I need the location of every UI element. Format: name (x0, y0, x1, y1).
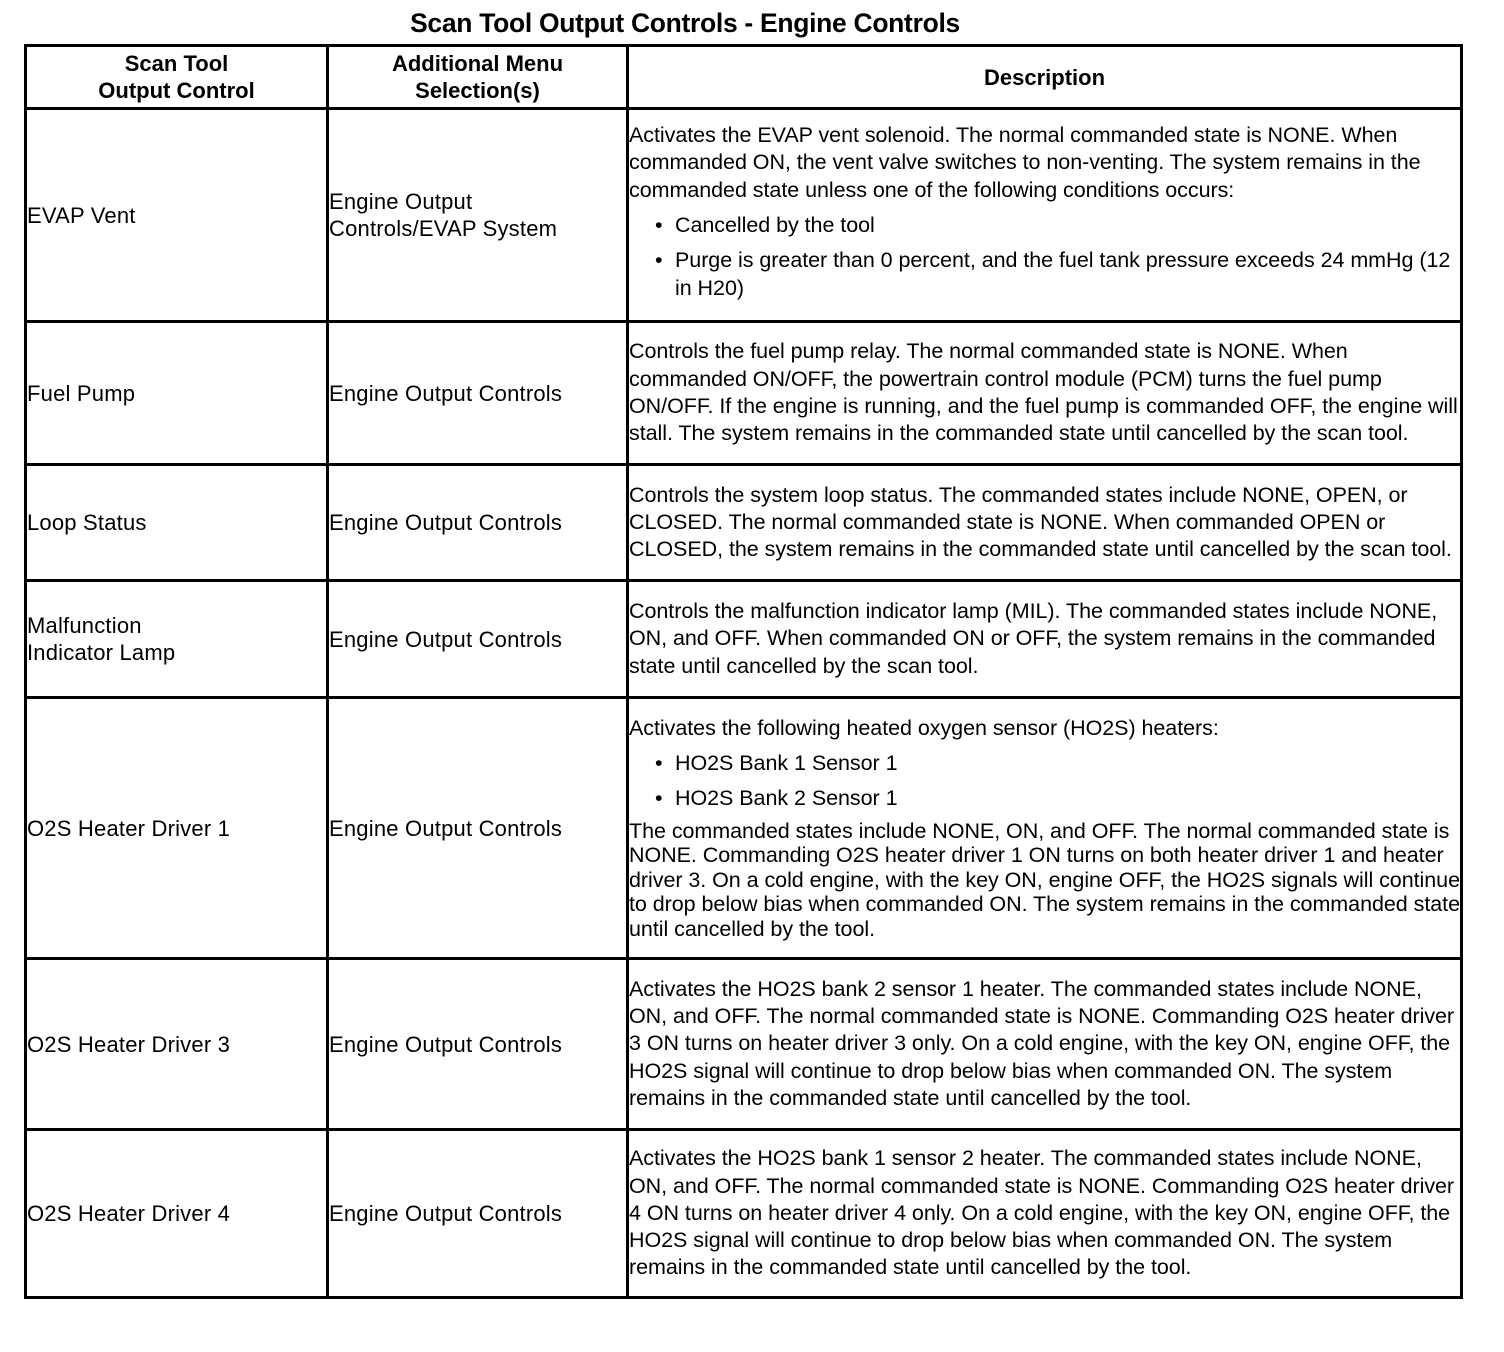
heater-list (629, 750, 1460, 813)
bullet-icon: • (655, 213, 663, 237)
menu-selection: Engine Output Controls (328, 465, 628, 581)
control-name: Fuel Pump (26, 322, 328, 465)
bullet-icon: • (655, 248, 663, 273)
control-name: Malfunction Indicator Lamp (26, 581, 328, 698)
menu-selection: Engine Output Controls/EVAP System (328, 109, 628, 322)
header-additional-menu-selections: Additional Menu Selection(s) (328, 46, 628, 109)
bullet-icon: • (655, 786, 663, 811)
description-text: Activates the EVAP vent solenoid. The normal commanded state is NONE. When commanded ON, the vent valve switches to non-venting. The system remains in the commanded state unless one of the following conditions occurs: (629, 123, 1421, 202)
control-name: Loop Status (26, 465, 328, 581)
output-controls-table (24, 44, 1463, 1299)
description: Controls the malfunction indicator lamp (MIL). The commanded states include NONE, ON, and OFF. When commanded ON or OFF, the system remains in the commanded state until cancelled by the scan tool. (628, 581, 1462, 698)
table-row (26, 581, 1462, 698)
description: Controls the system loop status. The commanded states include NONE, OPEN, or CLOSED. The normal commanded state is NONE. When commanded OPEN or CLOSED, the system remains in the commanded state until cancelled by the scan tool. (628, 465, 1462, 581)
list-item: • HO2S Bank 2 Sensor 1 (655, 785, 1460, 812)
description-text: Activates the following heated oxygen sensor (HO2S) heaters: (629, 715, 1219, 740)
menu-selection: Engine Output Controls (328, 322, 628, 465)
condition-list (629, 212, 1460, 302)
control-name: EVAP Vent (26, 109, 328, 322)
table-row (26, 109, 1462, 322)
bullet-icon: • (655, 751, 663, 776)
description: Activates the HO2S bank 2 sensor 1 heater. The commanded states include NONE, ON, and OFF. The normal commanded state is NONE. Commanding O2S heater driver 3 ON turns on heater driver 3 only. On a cold engine, with the key ON, engine OFF, the HO2S signal will continue to drop below bias when commanded ON. The system remains in the commanded state until cancelled by the tool. (628, 959, 1462, 1130)
table-row (26, 322, 1462, 465)
list-item: • Cancelled by the tool (655, 212, 1460, 239)
table-row (26, 959, 1462, 1130)
table-row (26, 698, 1462, 959)
header-description: Description (628, 46, 1462, 109)
table-row (26, 465, 1462, 581)
table-row (26, 1130, 1462, 1298)
control-name: O2S Heater Driver 4 (26, 1130, 328, 1298)
description: Controls the fuel pump relay. The normal commanded state is NONE. When commanded ON/OFF, the powertrain control module (PCM) turns the fuel pump ON/OFF. If the engine is running, and the fuel pump is commanded OFF, the engine will stall. The system remains in the commanded state until cancelled by the scan tool. (628, 322, 1462, 465)
control-name: O2S Heater Driver 1 (26, 698, 328, 959)
menu-selection: Engine Output Controls (328, 959, 628, 1130)
description: Activates the HO2S bank 1 sensor 2 heater. The commanded states include NONE, ON, and OFF. The normal commanded state is NONE. Commanding O2S heater driver 4 ON turns on heater driver 4 only. On a cold engine, with the key ON, engine OFF, the HO2S signal will continue to drop below bias when commanded ON. The system remains in the commanded state until cancelled by the tool. (628, 1130, 1462, 1298)
description (628, 109, 1462, 322)
menu-selection: Engine Output Controls (328, 698, 628, 959)
page-title: Scan Tool Output Controls - Engine Controls (410, 8, 960, 38)
header-row (26, 46, 1462, 109)
menu-selection: Engine Output Controls (328, 1130, 628, 1298)
description (628, 698, 1462, 959)
menu-selection: Engine Output Controls (328, 581, 628, 698)
header-scan-tool-output-control: Scan Tool Output Control (26, 46, 328, 109)
list-item: • Purge is greater than 0 percent, and the fuel tank pressure exceeds 24 mmHg (12 in H20) (655, 248, 1451, 300)
description-text: The commanded states include NONE, ON, and OFF. The normal commanded state is NONE. Commanding O2S heater driver 1 ON turns on both heater driver 1 and heater driver 3. On a cold engine, with the key ON, engine OFF, the HO2S signals will continue to drop below bias when commanded ON. The system remains in the commanded state until cancelled by the tool. (629, 818, 1460, 941)
list-item: • HO2S Bank 1 Sensor 1 (655, 750, 1460, 777)
control-name: O2S Heater Driver 3 (26, 959, 328, 1130)
